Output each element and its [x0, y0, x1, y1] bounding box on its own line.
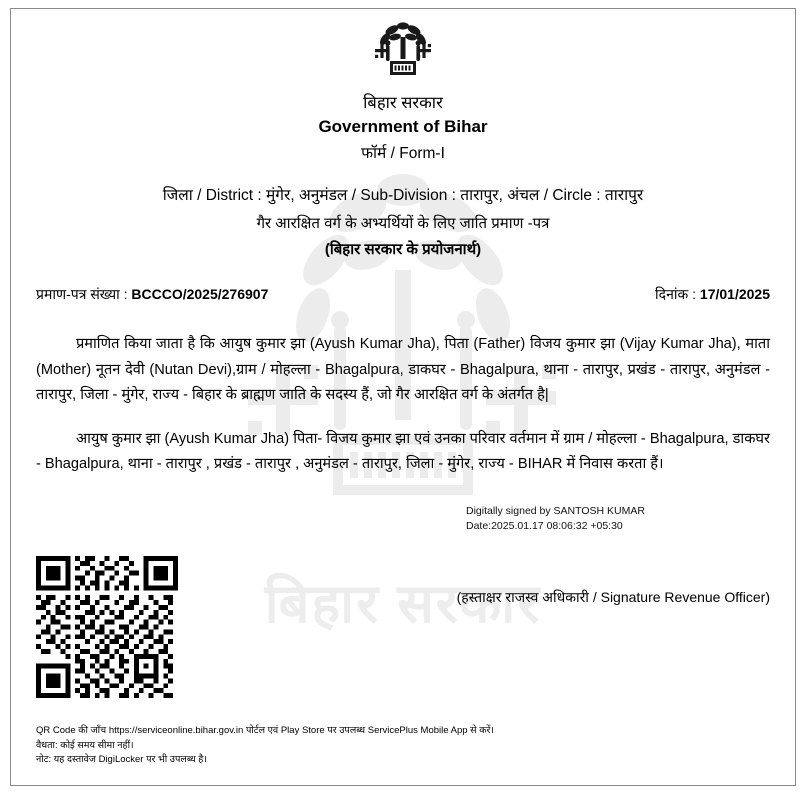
digital-signature-block [36, 504, 770, 534]
note-qr-verification: QR Code की जाँच https://serviceonline.bihar.gov.in पोर्टल एवं Play Store पर उपलब्ध ServicePlus Mobile App से करें। [36, 724, 495, 736]
certificate-paragraph-2: आयुष कुमार झा (Ayush Kumar Jha) पिता- विजय कुमार झा एवं उनका परिवार वर्तमान में ग्राम / मोहल्ला - Bhagalpura, डाकघर - Bhagalpura, थाना - तारापुर , प्रखंड - तारापुर , अनुमंडल - तारापुर, जिला - मुंगेर, राज्य - BIHAR में निवास करता हैं। [36, 430, 770, 473]
certificate-paragraph-1: प्रमाणित किया जाता है कि आयुष कुमार झा (Ayush Kumar Jha), पिता (Father) विजय कुमार झा (Vijay Kumar Jha), माता (Mother) नूतन देवी (Nutan Devi),ग्राम / मोहल्ला - Bhagalpura, डाकघर - Bhagalpura, थाना - तारापुर, प्रखंड - तारापुर, अनुमंडल - तारापुर, जिला - मुंगेर, राज्य - बिहार के ब्राह्मण जाति के सदस्य हैं, जो गैर आरक्षित वर्ग के अंतर्गत है| [36, 336, 770, 404]
form-number: फॉर्म / Form-I [361, 145, 445, 162]
state-name-hindi: बिहार सरकार [363, 94, 443, 112]
certificate-date-value: 17/01/2025 [699, 286, 770, 302]
watermark-text: बिहार सरकार [264, 574, 542, 634]
emblem-container [36, 0, 770, 80]
district-subdivision-circle: जिला / District : मुंगेर, अनुमंडल / Sub-Division : तारापुर, अंचल / Circle : तारापुर [162, 187, 644, 204]
note-digilocker: नोट: यह दस्तावेज DigiLocker पर भी उपलब्ध है। [36, 754, 207, 766]
qr-code-container [36, 556, 178, 698]
digital-signature-date: Date:2025.01.17 08:06:32 +05:30 [466, 519, 623, 532]
certificate-purpose: (बिहार सरकार के प्रयोजनार्थ) [324, 241, 482, 258]
note-validity: वैधता: कोई समय सीमा नहीं। [36, 739, 134, 751]
state-name-english: Government of Bihar [318, 117, 488, 136]
certificate-number-label: प्रमाण-पत्र संख्या : [36, 286, 132, 302]
certificate-date-label: दिनांक : [655, 286, 700, 302]
certificate-title: गैर आरक्षित वर्ग के अभ्यर्थियों के लिए जाति प्रमाण -पत्र [256, 215, 550, 232]
certificate-date-block [655, 285, 770, 304]
digital-signature-signer: Digitally signed by SANTOSH KUMAR [466, 504, 645, 517]
certificate-meta-row [36, 285, 770, 304]
qr-code-icon [36, 556, 178, 698]
certificate-number-value: BCCCO/2025/276907 [131, 286, 269, 302]
footer-notes [36, 724, 494, 768]
certificate-number-block [36, 285, 268, 304]
signature-officer-label: (हस्ताक्षर राजस्व अधिकारी / Signature Revenue Officer) [456, 589, 770, 606]
qr-code[interactable] [36, 556, 178, 698]
india-state-emblem-icon [372, 19, 434, 79]
